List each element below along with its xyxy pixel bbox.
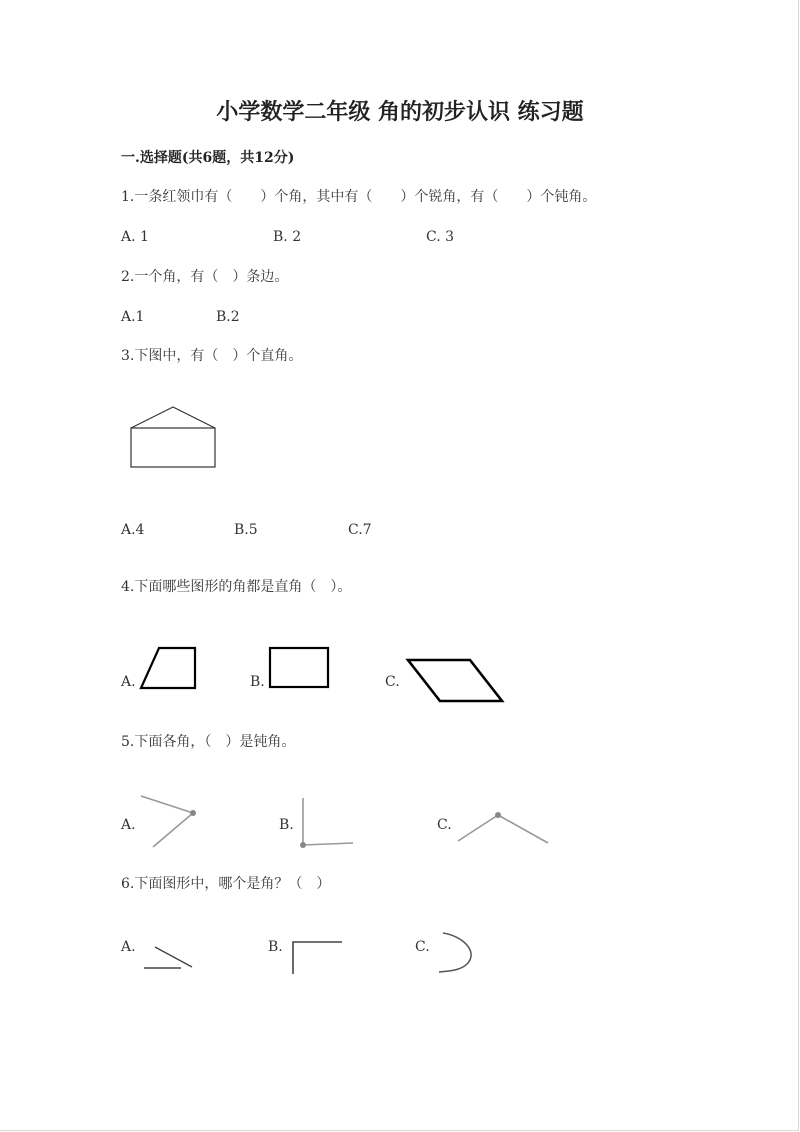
question-6-option-b[interactable]: B. bbox=[268, 939, 283, 955]
question-5-option-b[interactable]: B. bbox=[279, 817, 294, 833]
question-5-text: 5.下面各角，（ ）是钝角。 bbox=[121, 734, 296, 750]
house-roof bbox=[131, 407, 215, 428]
question-6-option-c[interactable]: C. bbox=[415, 939, 430, 955]
question-3-option-a[interactable]: A.4 bbox=[121, 522, 145, 538]
question-1-option-c[interactable]: C. 3 bbox=[426, 229, 455, 245]
question-4-option-b[interactable]: B. bbox=[250, 674, 265, 690]
question-2-option-b[interactable]: B.2 bbox=[216, 309, 240, 325]
question-1-option-a[interactable]: A. 1 bbox=[121, 229, 149, 245]
question-3-text: 3.下图中，有（ ）个直角。 bbox=[121, 348, 303, 364]
question-5-option-a[interactable]: A. bbox=[121, 817, 136, 833]
question-6-figure-c bbox=[433, 928, 488, 978]
question-3-option-b[interactable]: B.5 bbox=[234, 522, 258, 538]
question-4-option-c[interactable]: C. bbox=[385, 674, 400, 690]
question-5-angle-a bbox=[135, 790, 205, 855]
question-6-option-a[interactable]: A. bbox=[121, 939, 136, 955]
question-4-text: 4.下面哪些图形的角都是直角（ ）。 bbox=[121, 579, 352, 595]
question-6-text: 6.下面图形中，哪个是角？（ ） bbox=[121, 876, 331, 892]
question-3-option-c[interactable]: C.7 bbox=[348, 522, 372, 538]
vertex-dot bbox=[495, 812, 501, 818]
house-rectangle bbox=[131, 428, 215, 467]
question-1-text: 1.一条红领巾有（ ）个角，其中有（ ）个锐角，有（ ）个钝角。 bbox=[121, 189, 597, 205]
question-4-shape-b-rectangle bbox=[265, 640, 335, 695]
question-4-shape-a-trapezoid bbox=[135, 640, 205, 695]
question-5-option-c[interactable]: C. bbox=[437, 817, 452, 833]
question-1-option-b[interactable]: B. 2 bbox=[273, 229, 302, 245]
question-6-figure-b bbox=[287, 936, 347, 978]
question-5-angle-c bbox=[455, 805, 555, 850]
question-4-shape-c-parallelogram bbox=[400, 648, 510, 708]
vertex-dot bbox=[300, 842, 306, 848]
question-4-option-a[interactable]: A. bbox=[121, 674, 136, 690]
question-2-text: 2.一个角，有（ ）条边。 bbox=[121, 269, 289, 285]
section-heading: 一.选择题(共6题，共12分) bbox=[121, 150, 295, 166]
question-3-figure-house bbox=[120, 400, 230, 475]
question-5-angle-b bbox=[295, 795, 365, 855]
page-title: 小学数学二年级 角的初步认识 练习题 bbox=[216, 99, 584, 125]
question-2-option-a[interactable]: A.1 bbox=[121, 309, 145, 325]
vertex-dot bbox=[190, 810, 196, 816]
question-6-figure-a bbox=[140, 940, 200, 975]
